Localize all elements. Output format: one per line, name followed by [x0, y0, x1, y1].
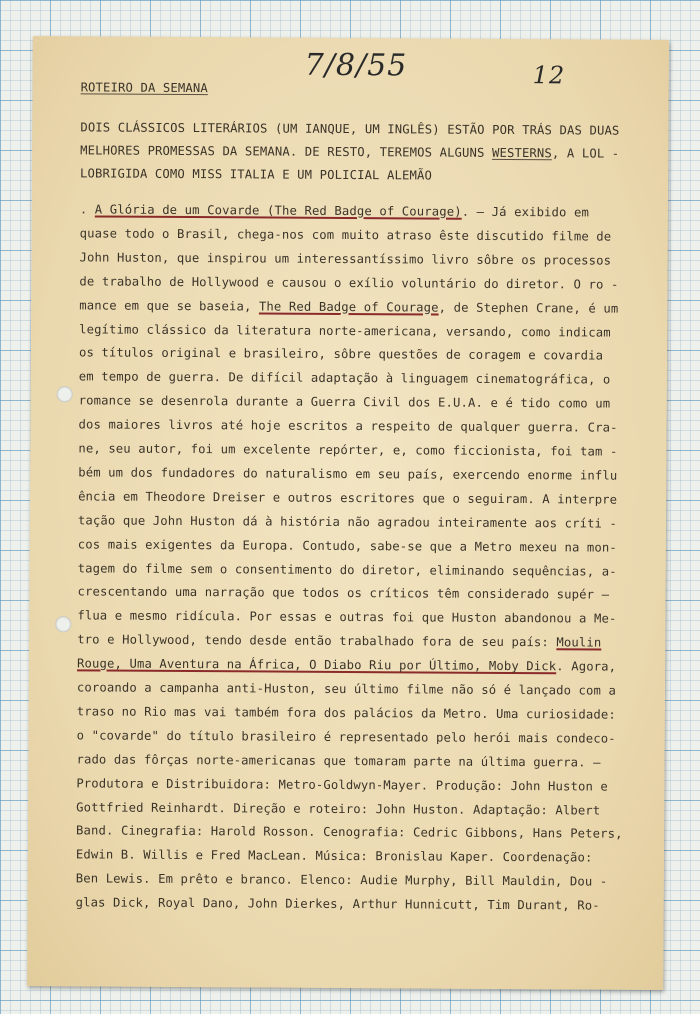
body-line: traso no Rio mas vai também fora dos palácios da Metro. Uma curiosidade:	[76, 704, 616, 722]
body-line: flua e mesmo ridícula. Por essas e outras foi que Huston abandonou a Me-	[77, 608, 617, 626]
body-line: tagem do filme sem o consentimento do diretor, eliminando sequências, a-	[77, 560, 617, 579]
body-line: Ben Lewis. Em prêto e branco. Elenco: Audie Murphy, Bill Mauldin, Dou -	[75, 871, 608, 889]
body-line: quase todo o Brasil, chega-nos com muito atraso êste discutido filme de	[79, 226, 612, 244]
body-line: tação que John Huston dá à história não agradou inteiramente aos críti -	[77, 513, 618, 531]
intro-line: DOIS CLÁSSICOS LITERÁRIOS (UM IANQUE, UM INGLÊS) ESTÃO POR TRÁS DAS DUAS	[80, 120, 620, 138]
body-line: ência em Theodore Dreiser e outros escritores que o seguiram. A interpre	[78, 489, 618, 507]
handwritten-date: 7/8/55	[304, 47, 408, 84]
body-line: Rouge, Uma Aventura na África, O Diabo Riu por Último, Moby Dick. Agora,	[77, 656, 617, 674]
body-line: legítimo clássico da literatura norte-americana, versando, como indicam	[79, 321, 611, 340]
body-line: Produtora e Distribuidora: Metro-Goldwyn-Mayer. Produção: John Huston e	[76, 775, 609, 794]
intro-line: LOBRIGIDA COMO MISS ITALIA E UM POLICIAL ALEMÃO	[80, 166, 433, 183]
body-line: bém um dos fundadores do naturalismo em seu país, exercendo enorme influ	[78, 465, 618, 483]
body-line: coroando a campanha anti-Huston, seu último filme não só é lançado com a	[76, 680, 617, 698]
body-line: cos mais exigentes da Europa. Contudo, sabe-se que a Metro mexeu na mon-	[77, 536, 617, 555]
body-line: Band. Cinegrafia: Harold Rosson. Cenografia: Cedric Gibbons, Hans Peters,	[76, 823, 623, 842]
body-line: rado das fôrças norte-americanas que tomaram parte na última guerra. —	[76, 752, 601, 770]
film-title: A Glória de um Covarde (The Red Badge of Courage)	[94, 202, 462, 219]
body-line: Edwin B. Willis e Fred MacLean. Música: Bronislau Kaper. Coordenação:	[75, 847, 593, 865]
body-line: . A Glória de um Covarde (The Red Badge of Courage). — Já exibido em	[79, 202, 590, 220]
body-line: romance se desenrola durante a Guerra Civil dos E.U.A. e é tido como um	[78, 393, 611, 411]
film-title: The Red Badge of Courage	[258, 299, 439, 315]
body-line: crescentando uma narração que todos os críticos têm considerado supér —	[77, 584, 610, 602]
typewritten-page	[27, 36, 669, 990]
page-heading: ROTEIRO DA SEMANA	[80, 80, 208, 96]
body-line: John Huston, que inspirou um interessantíssimo livro sôbre os processos	[79, 250, 612, 268]
body-line: tro e Hollywood, tendo desde então trabalhado fora de seu país: Moulin	[77, 632, 602, 650]
punch-hole	[55, 616, 71, 632]
punch-hole	[57, 386, 73, 402]
body-line: glas Dick, Royal Dano, John Dierkes, Arthur Hunnicutt, Tim Durant, Ro-	[75, 895, 600, 913]
body-line: de trabalho de Hollywood e causou o exílio voluntário do diretor. O ro -	[79, 274, 619, 292]
body-line: o "covarde" do título brasileiro é representado pelo herói mais condeco-	[76, 728, 616, 746]
intro-line: MELHORES PROMESSAS DA SEMANA. DE RESTO, TEREMOS ALGUNS WESTERNS, A LOL -	[80, 143, 620, 161]
body-line: em tempo de guerra. De difícil adaptação à linguagem cinematográfica, o	[78, 369, 611, 387]
body-line: dos maiores livros até hoje escritos a respeito de qualquer guerra. Cra-	[78, 417, 618, 435]
film-title: Rouge, Uma Aventura na África, O Diabo Riu por Último, Moby Dick	[77, 656, 557, 674]
film-title: Moulin	[556, 635, 602, 650]
body-line: Gottfried Reinhardt. Direção e roteiro: John Huston. Adaptação: Albert	[76, 799, 601, 818]
body-line: mance em que se baseia, The Red Badge of Courage, de Stephen Crane, é um	[79, 297, 619, 316]
body-line: os títulos original e brasileiro, sôbre questões de coragem e covardia	[78, 345, 604, 363]
emphasis-word: WESTERNS	[491, 145, 552, 161]
handwritten-page-number: 12	[532, 61, 566, 90]
body-line: ne, seu autor, foi um excelente repórter, e, como ficcionista, foi tam -	[78, 441, 618, 459]
